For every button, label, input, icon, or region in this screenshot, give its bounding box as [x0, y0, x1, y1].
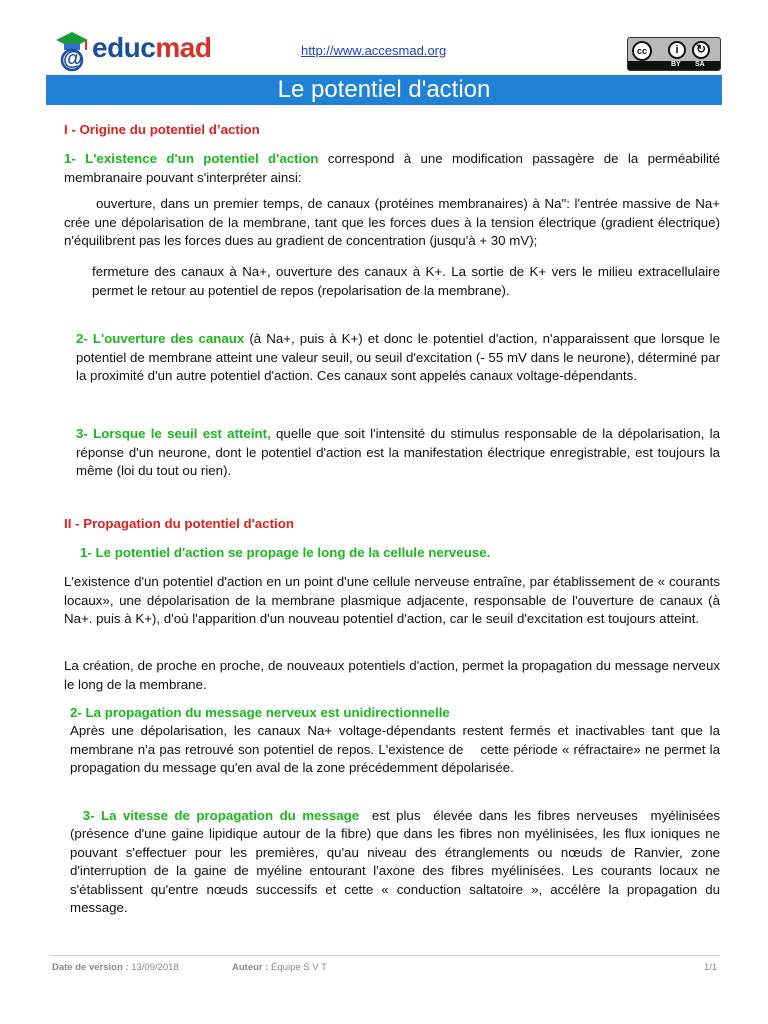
paragraph-4-text: (à Na+, puis à K+) et donc le potentiel d'action, n'apparaissent que lorsque le potentiel de membrane atteint une valeur seuil, ou seuil d'excitation (- 55 mV dans le neurone), déterminé par la proximité d'un autre potentiel d'action. Ces canaux sont appelés canaux voltage-dépendants. [76, 331, 720, 383]
author-label: Auteur : [232, 962, 269, 973]
license-sa-label: SA [695, 61, 705, 68]
paragraph-4-lead: 2- L'ouverture des canaux [76, 331, 245, 346]
section-2-subheading-2: 2- La propagation du message nerveux est unidirectionnelle [70, 705, 450, 720]
version-value: 13/09/2018 [128, 962, 179, 973]
section-2-paragraph-4 [70, 788, 724, 918]
section-1-paragraph-5 [76, 425, 720, 481]
footer-author [232, 962, 327, 973]
license-by-label: BY [671, 61, 681, 68]
footer-divider [50, 955, 720, 956]
logo-at-sign: @ [63, 48, 83, 70]
paragraph-vitesse-text: est plus élevée dans les fibres nerveuses myélinisées (présence d'une gaine lipidique autour de la fibre) que dans les fibres non myélinisées, les flux ioniques ne pouvant s'effectuer pour les premières, qu'au niveau des étranglements ou nœuds de Ranvier, zone d'interruption de la gaine de myéline entourant l'axone des fibres myélinisées. Les courants locaux ne s'établissent qu'entre nœuds successifs et cette « conduction saltatoire », accélère la propagation du message. [70, 807, 724, 915]
license-label-bar [628, 61, 720, 70]
educmad-logo [52, 28, 212, 74]
author-value: Équipe S V T [268, 962, 327, 973]
paragraph-vitesse-lead: 3- La vitesse de propagation du message [82, 807, 360, 823]
logo-text-mad: mad [155, 32, 212, 63]
section-1-paragraph-3: fermeture des canaux à Na+, ouverture des canaux à K+. La sortie de K+ vers le milieu extracellulaire permet le retour au potentiel de repos (repolarisation de la membrane). [92, 264, 720, 298]
version-label: Date de version : [52, 962, 129, 973]
footer-page-number: 1/1 [704, 962, 718, 973]
page-title: Le potentiel d'action [46, 75, 722, 105]
section-2-heading: II - Propagation du potentiel d'action [64, 516, 294, 531]
section-2-paragraph-1: L'existence d'un potentiel d'action en un point d'une cellule nerveuse entraîne, par établissement de « courants locaux», une dépolarisation de la membrane plasmique adjacente, responsable de l'ouverture de canaux (à Na+. puis à K+), d'où l'apparition d'un nouveau potentiel d'action, car le seuil d'excitation est toujours atteint. [64, 574, 720, 626]
section-1-paragraph-2: ouverture, dans un premier temps, de canaux (protéines membranaires) à Na": l'entrée massive de Na+ crée une dépolarisation de la membrane, tant que les forces dues à la tension électrique (gradient électrique) n'équilibrent pas les forces dues au gradient de concentration (jusqu'à + 30 mV); [64, 196, 720, 248]
logo-text [92, 32, 211, 64]
section-2-paragraph-3: Après une dépolarisation, les canaux Na+ voltage-dépendants restent fermés et inactivables tant que la membrane n'a pas retrouvé son potentiel de repos. L'existence de cette période « réfractaire» ne permet la propagation du message qu'en aval de la zone précédemment dépolarisée. [70, 723, 724, 775]
paragraph-5-text: quelle que soit l'intensité du stimulus responsable de la dépolarisation, la réponse d'un neurone, dont le potentiel d'action est la manifestation électrique enregistrable, est toujours la même (loi du tout ou rien). [76, 426, 721, 478]
paragraph-1-text: correspond à une modification passagère de la perméabilité membranaire pouvant s'interpréter ainsi: [64, 151, 721, 185]
section-2-paragraph-2: La création, de proche en proche, de nouveaux potentiels d'action, permet la propagation du message nerveux le long de la membrane. [64, 658, 720, 692]
footer-version [52, 962, 179, 973]
paragraph-5-lead: 3- Lorsque le seuil est atteint, [76, 426, 271, 441]
section-1-paragraph-1 [64, 150, 720, 187]
paragraph-1-lead: 1- L'existence d'un potentiel d'action [64, 151, 319, 166]
section-2-subheading-1: 1- Le potentiel d'action se propage le long de la cellule nerveuse. [80, 545, 491, 560]
by-icon: i [668, 41, 686, 59]
cc-icon: cc [632, 41, 652, 61]
logo-text-educ: educ [92, 32, 156, 63]
site-url-link[interactable]: http://www.accesmad.org [301, 43, 447, 58]
section-1-heading: I - Origine du potentiel d’action [64, 122, 260, 137]
cc-license-badge[interactable] [627, 37, 721, 71]
section-1-paragraph-4 [76, 330, 720, 386]
sa-icon: ↻ [692, 41, 710, 59]
